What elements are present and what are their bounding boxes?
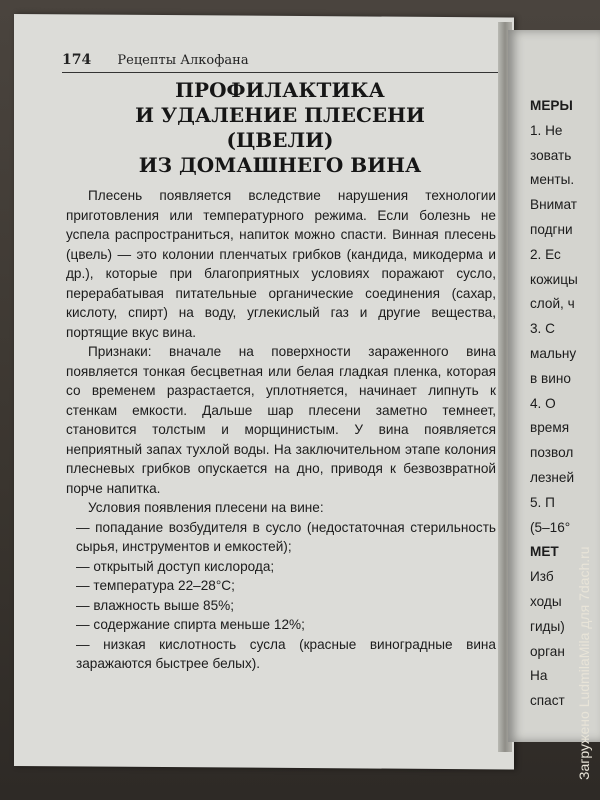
right-fragment: в вино bbox=[530, 370, 571, 386]
right-fragment: 2. Ес bbox=[530, 246, 561, 262]
right-fragment: позвол bbox=[530, 445, 574, 461]
right-fragment: МЕТ bbox=[530, 544, 559, 560]
page-number: 174 bbox=[62, 52, 92, 68]
right-fragment: подгни bbox=[530, 221, 573, 237]
right-fragment: время bbox=[530, 420, 570, 436]
right-fragment: 3. С bbox=[530, 321, 555, 337]
paragraph-intro: Плесень появляется вследствие нарушения технологии приготовления или температурного режима. Если болезнь не успела распространиться, напиток можно спасти. Винная плесень (цвель) — это колонии пленчатых грибков (кандида, микодерма и др.), которые при благоприятных условиях поражают сусло, перерабатывая питательные органические соединения (сахар, кислоту, спирт) на воду, углекислый газ и другие вещества, портящие вкус вина. bbox=[66, 188, 496, 340]
condition-item: — низкая кислотность сусла (красные виноградные вина заражаются быстрее белых). bbox=[76, 636, 496, 671]
conditions-heading: Условия появления плесени на вине: bbox=[88, 500, 324, 515]
running-head bbox=[62, 52, 502, 68]
condition-item: — содержание спирта меньше 12%; bbox=[76, 617, 305, 632]
right-fragment: орган bbox=[530, 643, 565, 659]
right-fragment: МЕРЫ bbox=[530, 98, 573, 113]
condition-item: — попадание возбудителя в сусло (недостаточная стерильность сырья, инструментов и емкостей); bbox=[76, 519, 496, 554]
right-fragment: 5. П bbox=[530, 494, 555, 510]
watermark: Загружено LudmilaMila для 7dach.ru bbox=[576, 546, 592, 780]
right-fragment: мальну bbox=[530, 345, 577, 361]
right-fragment: спаст bbox=[530, 693, 565, 709]
title-line: ИЗ ДОМАШНЕГО ВИНА bbox=[138, 153, 422, 177]
right-fragment: менты. bbox=[530, 172, 575, 188]
chapter-title bbox=[90, 78, 470, 178]
right-fragment: гиды) bbox=[530, 618, 565, 634]
header-rule bbox=[62, 72, 498, 73]
right-fragment: лезней bbox=[530, 469, 575, 485]
right-fragment: кожицы bbox=[530, 271, 578, 287]
right-fragment: На bbox=[530, 668, 548, 684]
title-line: ПРОФИЛАКТИКА bbox=[175, 78, 385, 102]
title-line: И УДАЛЕНИЕ ПЛЕСЕНИ (ЦВЕЛИ) bbox=[135, 103, 425, 152]
condition-item: — температура 22–28°С; bbox=[76, 578, 235, 593]
right-fragment: Изб bbox=[530, 569, 554, 585]
condition-item: — открытый доступ кислорода; bbox=[76, 558, 275, 574]
paragraph-symptoms: Признаки: вначале на поверхности зараженного вина появляется тонкая бесцветная или белая гладкая пленка, которая со временем разрастается, уплотняется, начинает липнуть к стенкам емкости. Дальше шар плесени заметно темнеет, становится толстым и морщинистым. У вина появляется неприятный запах тухлой воды. На заключительном этапе колония плесневых грибков опускается на дно, приводя к безвозвратной порче напитка. bbox=[66, 344, 496, 496]
condition-item: — влажность выше 85%; bbox=[76, 597, 235, 613]
right-fragment: слой, ч bbox=[530, 296, 575, 312]
running-title: Рецепты Алкофана bbox=[117, 53, 249, 68]
right-fragment: 1. Не bbox=[530, 122, 563, 138]
body-text bbox=[66, 186, 496, 674]
right-fragment: зовать bbox=[530, 147, 572, 163]
right-fragment: Внимат bbox=[530, 197, 578, 213]
right-fragment: (5–16° bbox=[530, 519, 571, 535]
right-fragment: ходы bbox=[530, 593, 562, 609]
right-fragment: 4. О bbox=[530, 395, 556, 411]
